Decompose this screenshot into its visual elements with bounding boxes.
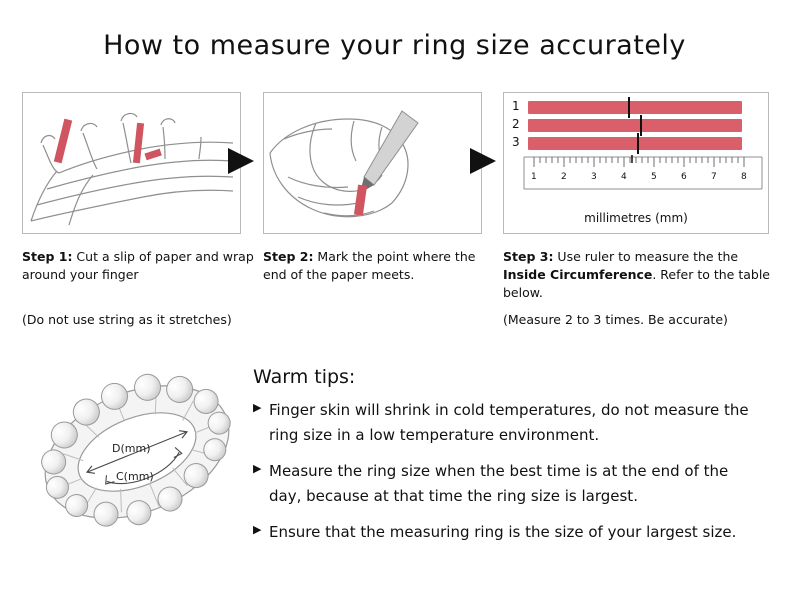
arrow-step1-to-step2-icon xyxy=(228,148,254,174)
svg-text:5: 5 xyxy=(651,172,657,182)
svg-text:7: 7 xyxy=(711,172,717,182)
ring-diagram xyxy=(28,352,246,552)
warm-tip-text: Ensure that the measuring ring is the size of your largest size. xyxy=(269,523,737,541)
page-title: How to measure your ring size accurately xyxy=(103,30,686,61)
ring-diameter-label: D(mm) xyxy=(112,442,151,455)
step-2-label: Step 2: xyxy=(263,249,314,264)
paper-strip-bar-2 xyxy=(528,119,742,132)
step-3-note: (Measure 2 to 3 times. Be accurate) xyxy=(503,312,728,327)
step-3-text-before: Use ruler to measure the the xyxy=(553,249,739,264)
step-3-label: Step 3: xyxy=(503,249,554,264)
warm-tip-item xyxy=(253,398,763,448)
step-3-caption xyxy=(503,248,775,302)
warm-tip-text: Measure the ring size when the best time is at the end of the day, because at that time the ring size is largest. xyxy=(269,462,729,505)
step-1-caption xyxy=(22,248,254,284)
warm-tip-item xyxy=(253,520,763,545)
strip-number-3: 3 xyxy=(512,135,520,149)
strip-mark-3 xyxy=(637,133,639,154)
step-2-text: Mark the point where the end of the paper meets. xyxy=(263,249,476,282)
svg-text:1: 1 xyxy=(531,172,537,182)
ruler-icon xyxy=(504,155,768,217)
svg-text:4: 4 xyxy=(621,172,627,182)
step-3-illustration-panel xyxy=(503,92,769,234)
strip-mark-2 xyxy=(640,115,642,136)
step-1-label: Step 1: xyxy=(22,249,73,264)
strip-number-2: 2 xyxy=(512,117,520,131)
svg-text:8: 8 xyxy=(741,172,747,182)
hand-with-paper-slip-icon xyxy=(23,93,240,233)
bullet-icon: ▶ xyxy=(253,523,262,536)
warm-tips-heading: Warm tips: xyxy=(253,366,356,388)
ring-circumference-label: C(mm) xyxy=(116,470,154,483)
ruler-unit-label: millimetres (mm) xyxy=(584,211,688,225)
hand-marking-paper-icon xyxy=(264,93,481,233)
eternity-ring-icon xyxy=(28,352,246,552)
step-3-text-after: . Refer to the table below. xyxy=(503,267,770,300)
step-1-note: (Do not use string as it stretches) xyxy=(22,312,232,327)
step-2-caption xyxy=(263,248,495,284)
strip-mark-1 xyxy=(628,97,630,118)
step-2-illustration-panel xyxy=(263,92,482,234)
warm-tips-list xyxy=(253,398,763,556)
bullet-icon: ▶ xyxy=(253,401,262,414)
arrow-step2-to-step3-icon xyxy=(470,148,496,174)
step-1-illustration-panel xyxy=(22,92,241,234)
warm-tip-item xyxy=(253,459,763,509)
warm-tip-text: Finger skin will shrink in cold temperatures, do not measure the ring size in a low temperature environment. xyxy=(269,401,749,444)
paper-strip-bar-3 xyxy=(528,137,742,150)
svg-text:6: 6 xyxy=(681,172,687,182)
step-1-text: Cut a slip of paper and wrap around your finger xyxy=(22,249,254,282)
svg-text:3: 3 xyxy=(591,172,597,182)
paper-strip-bar-1 xyxy=(528,101,742,114)
step-3-text-bold: Inside Circumference xyxy=(503,267,653,282)
strip-number-1: 1 xyxy=(512,99,520,113)
bullet-icon: ▶ xyxy=(253,462,262,475)
svg-text:2: 2 xyxy=(561,172,567,182)
